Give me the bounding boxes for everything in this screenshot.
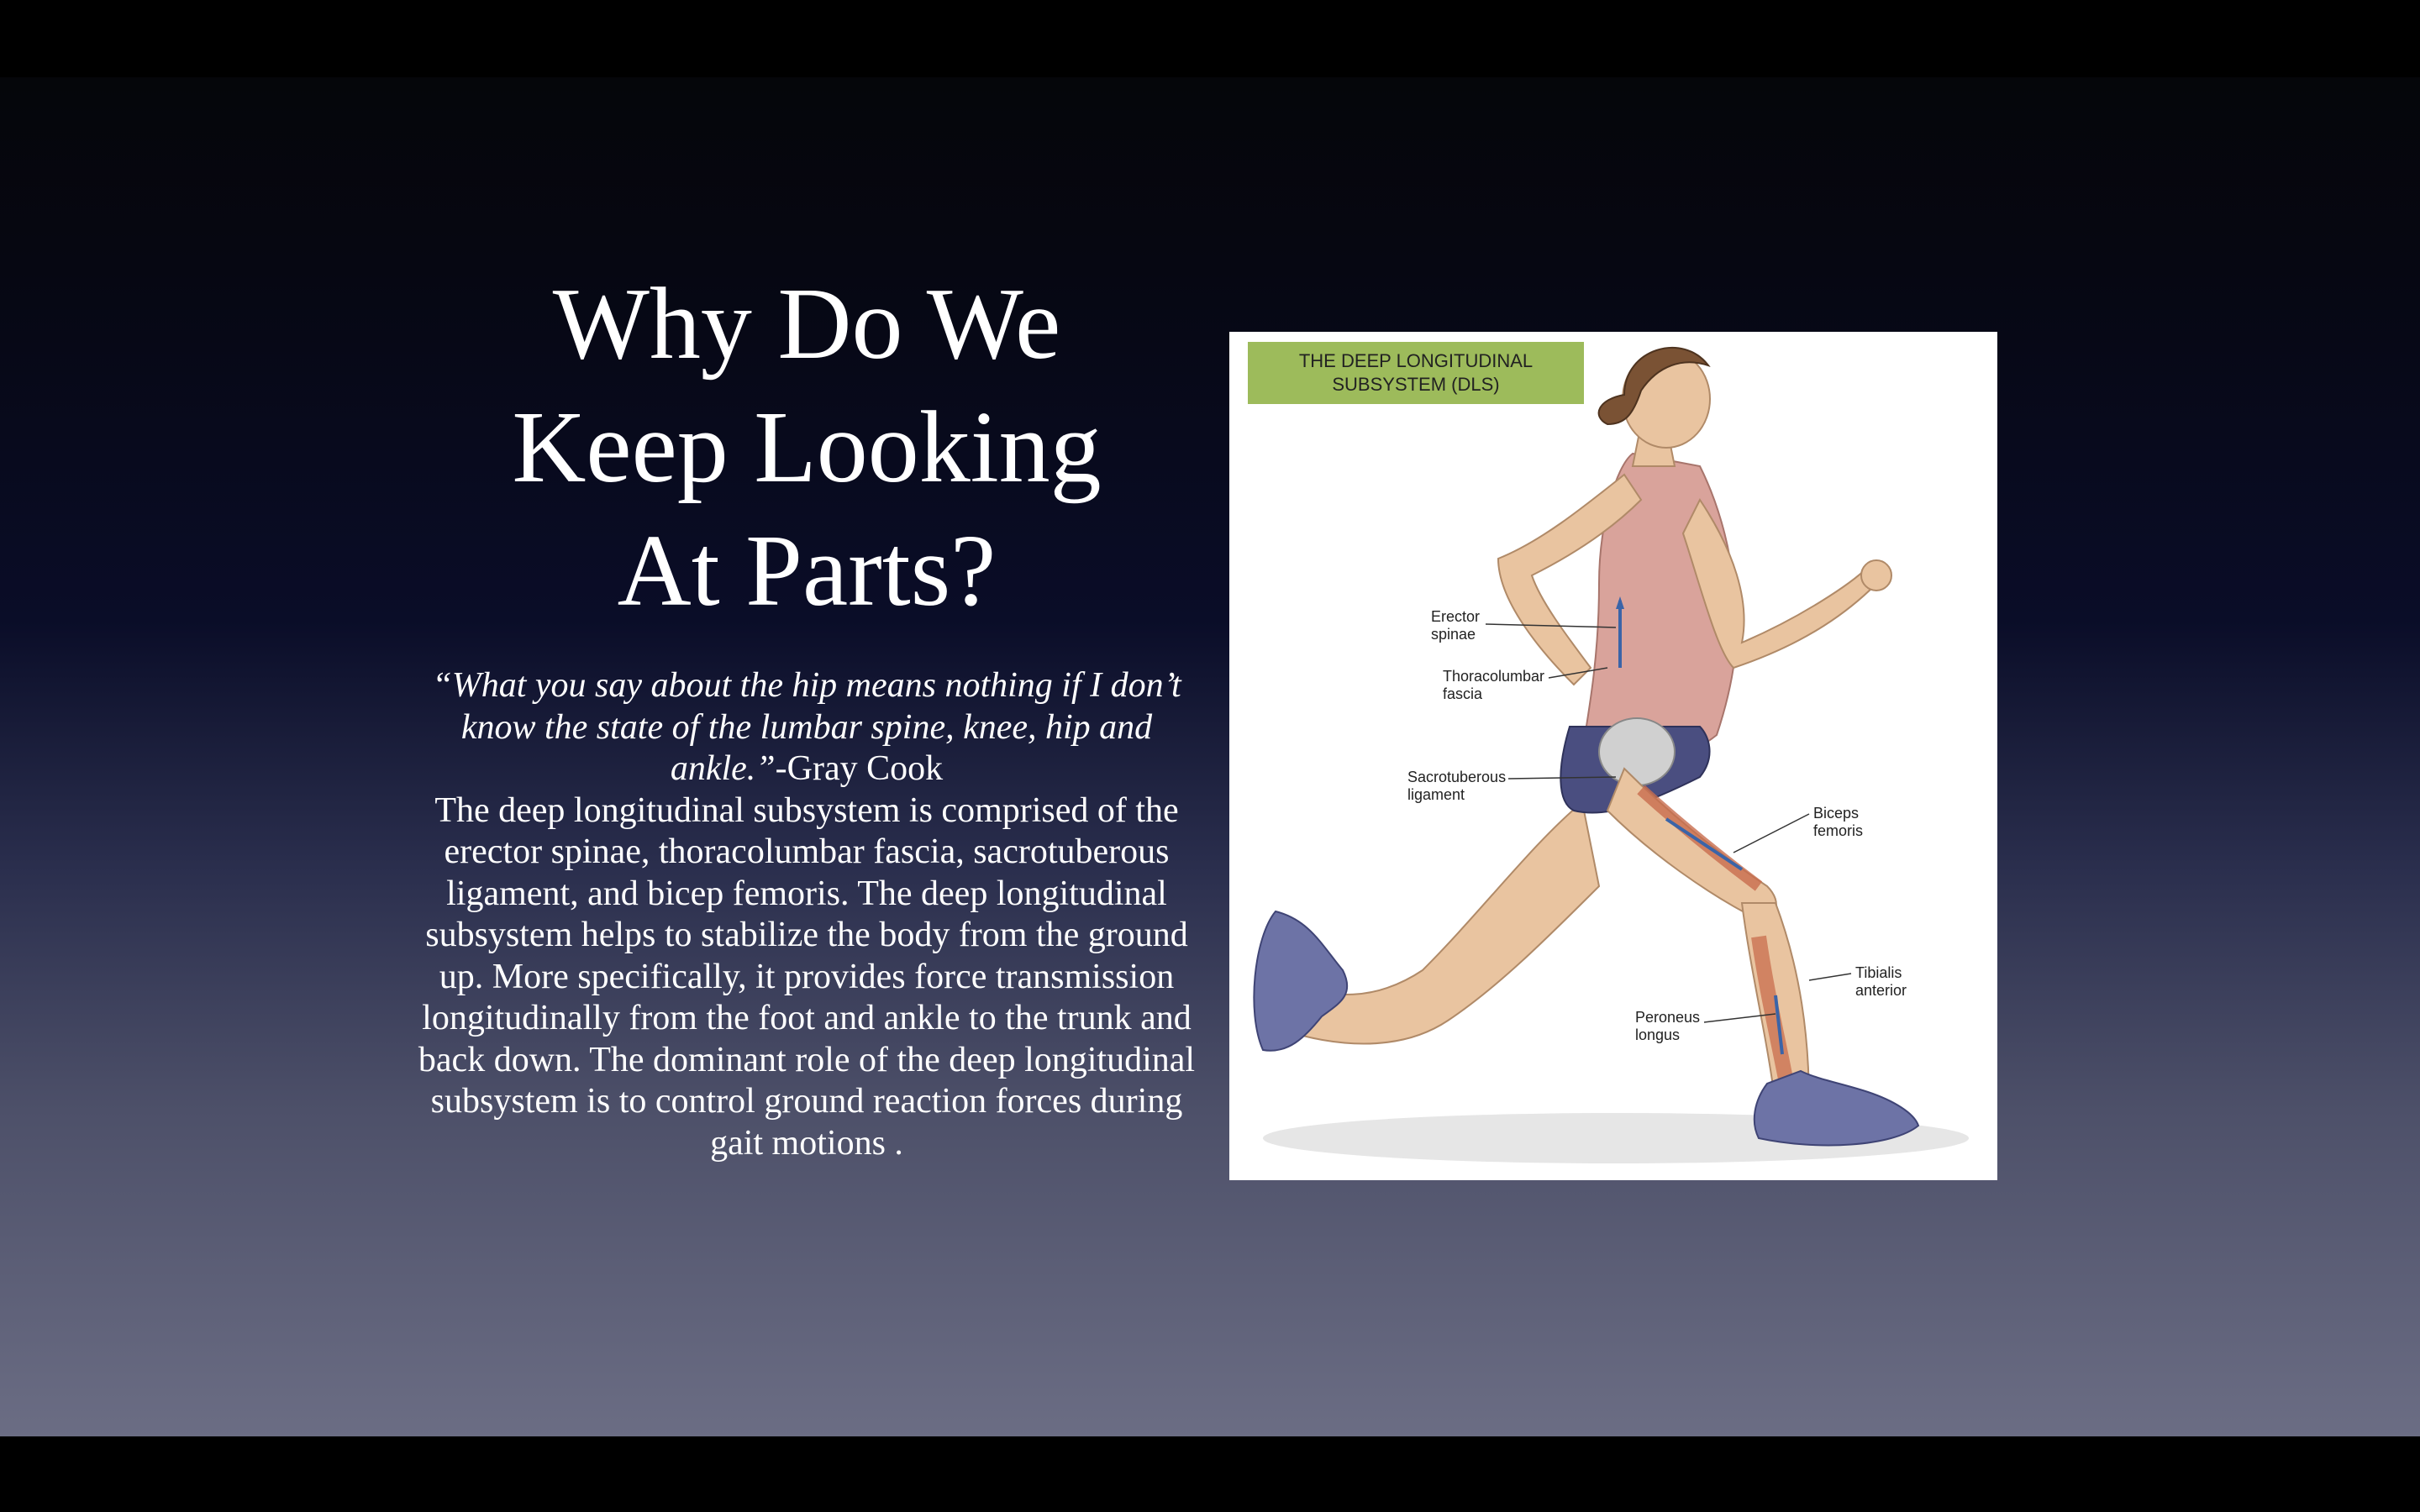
front-shoe [1754, 1071, 1918, 1145]
dls-anatomy-figure [1229, 332, 1997, 1180]
title-line-2: Keep Looking [512, 391, 1102, 504]
label-sacrotuberous-2: ligament [1407, 786, 1465, 803]
label-tibialis-1: Tibialis [1855, 964, 1902, 981]
quote-text: “What you say about the hip means nothing if I don’t know the state of the lumbar spine, knee, hip and ankle.” [432, 666, 1181, 788]
biceps-leader [1733, 814, 1809, 853]
figure-header-line-2: SUBSYSTEM (DLS) [1332, 374, 1500, 395]
figure-header-line-1: THE DEEP LONGITUDINAL [1298, 350, 1534, 371]
quote [403, 665, 1210, 790]
label-biceps-1: Biceps [1813, 805, 1860, 822]
quote-author: -Gray Cook [775, 749, 944, 788]
title-line-3: At Parts? [617, 514, 997, 627]
label-erector-2: spinae [1431, 626, 1476, 643]
label-erector-1: Erector [1431, 608, 1481, 625]
slide-title [378, 262, 1235, 633]
pelvis [1599, 718, 1675, 785]
title-line-1: Why Do We [552, 267, 1061, 381]
label-thoracolumbar-1: Thoracolumbar [1443, 668, 1545, 685]
label-peroneus-1: Peroneus [1635, 1009, 1701, 1026]
label-biceps-2: femoris [1813, 822, 1864, 839]
front-fist [1861, 560, 1891, 591]
label-tibialis-2: anterior [1855, 982, 1907, 999]
label-thoracolumbar-2: fascia [1443, 685, 1483, 702]
slide [0, 77, 2420, 1436]
label-peroneus-2: longus [1635, 1026, 1681, 1043]
slide-body [403, 665, 1210, 1164]
runner-illustration [1229, 332, 1997, 1180]
label-sacrotuberous-1: Sacrotuberous [1407, 769, 1507, 785]
tibialis-leader [1809, 974, 1851, 980]
body-paragraph: The deep longitudinal subsystem is comprised of the erector spinae, thoracolumbar fascia, sacrotuberous ligament, and bicep femoris. The deep longitudinal subsystem helps to stabilize the body from the ground up. More specifically, it provides force transmission longitudinally from the foot and ankle to the trunk and back down. The dominant role of the deep longitudinal subsystem is to control ground reaction forces during gait motions . [418, 790, 1196, 1163]
